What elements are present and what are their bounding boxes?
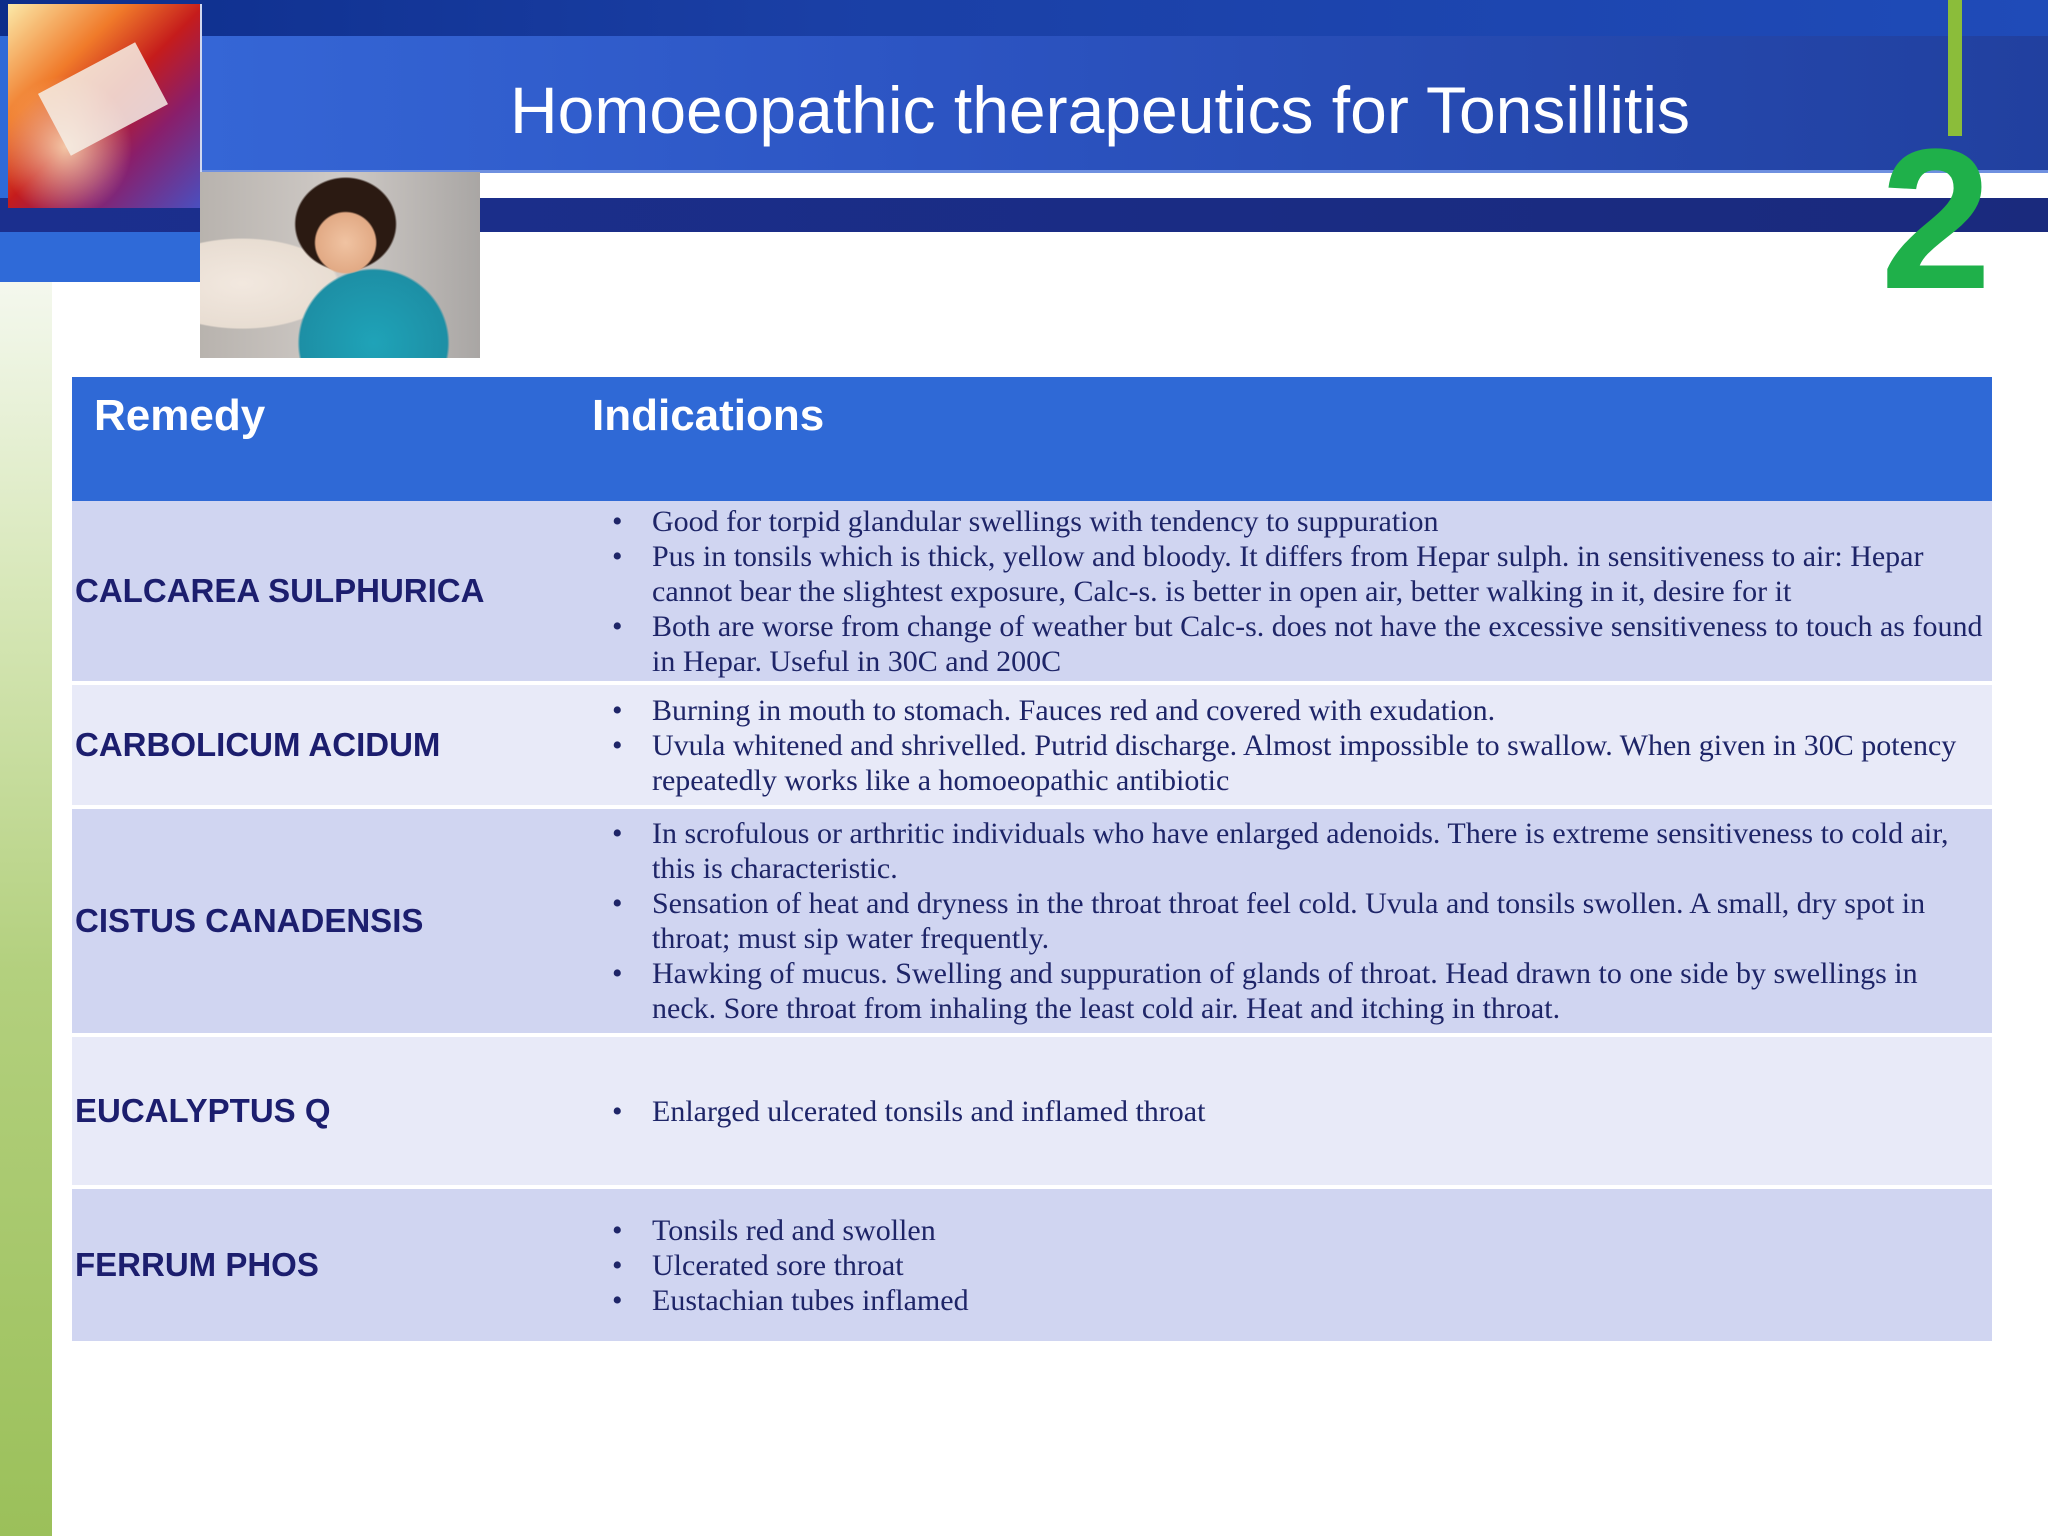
slide-number: 2 xyxy=(1880,108,1992,331)
remedy-name-text: CARBOLICUM ACIDUM xyxy=(75,726,441,763)
remedy-name-text: EUCALYPTUS Q xyxy=(75,1092,331,1129)
table-row xyxy=(72,1037,1992,1185)
table-header xyxy=(72,377,1992,501)
indications-cell xyxy=(612,809,1984,1033)
header-indications: Indications xyxy=(592,391,825,440)
indication-item: • Pus in tonsils which is thick, yellow and bloody. It differs from Hepar sulph. in sensitiveness to air: Hepar cannot bear the slightest exposure, Calc-s. is better in open air, better walking in it, desire for it xyxy=(652,539,1984,609)
remedy-name xyxy=(75,1189,555,1341)
indication-item: • Eustachian tubes inflamed xyxy=(652,1283,1984,1318)
indications-cell xyxy=(612,501,1984,681)
bottle-label-shape xyxy=(38,42,168,155)
slide-title: Homoeopathic therapeutics for Tonsillitis xyxy=(509,73,1691,147)
remedy-name-text: CALCAREA SULPHURICA xyxy=(75,572,485,609)
remedy-name-text: CISTUS CANADENSIS xyxy=(75,902,424,939)
indication-item: • Both are worse from change of weather but Calc-s. does not have the excessive sensitiveness to touch as found in Hepar. Useful in 30C and 200C xyxy=(652,609,1984,679)
indication-item: • Burning in mouth to stomach. Fauces red and covered with exudation. xyxy=(652,693,1984,728)
remedy-name xyxy=(75,809,555,1033)
indication-item: • Tonsils red and swollen xyxy=(652,1213,1984,1248)
indication-item: • Hawking of mucus. Swelling and suppuration of glands of throat. Head drawn to one side by swellings in neck. Sore throat from inhaling the least cold air. Heat and itching in throat. xyxy=(652,956,1984,1026)
header-remedy: Remedy xyxy=(94,391,266,440)
table-row xyxy=(72,809,1992,1033)
throat-exam-photo xyxy=(200,172,480,358)
table-row xyxy=(72,685,1992,805)
header-top-bar xyxy=(0,0,2048,36)
indications-cell xyxy=(612,1037,1984,1185)
remedy-name xyxy=(75,685,555,805)
remedy-name xyxy=(75,501,555,681)
left-decorative-strip xyxy=(0,280,52,1536)
indications-cell xyxy=(612,1189,1984,1341)
table-row xyxy=(72,501,1992,681)
indication-item: • Sensation of heat and dryness in the throat throat feel cold. Uvula and tonsils swollen. A small, dry spot in throat; must sip water frequently. xyxy=(652,886,1984,956)
indication-item: • In scrofulous or arthritic individuals who have enlarged adenoids. There is extreme sensitiveness to cold air, this is characteristic. xyxy=(652,816,1984,886)
remedy-name xyxy=(75,1037,555,1185)
medicine-bottle-photo xyxy=(8,4,202,208)
indication-item: • Uvula whitened and shrivelled. Putrid discharge. Almost impossible to swallow. When given in 30C potency repeatedly works like a homoeopathic antibiotic xyxy=(652,728,1984,798)
indication-item: • Good for torpid glandular swellings with tendency to suppuration xyxy=(652,504,1984,539)
remedy-name-text: FERRUM PHOS xyxy=(75,1246,319,1283)
indications-cell xyxy=(612,685,1984,805)
indication-item: • Ulcerated sore throat xyxy=(652,1248,1984,1283)
table-row xyxy=(72,1189,1992,1341)
remedy-table xyxy=(72,377,1992,1341)
indication-item: • Enlarged ulcerated tonsils and inflamed throat xyxy=(652,1094,1984,1129)
